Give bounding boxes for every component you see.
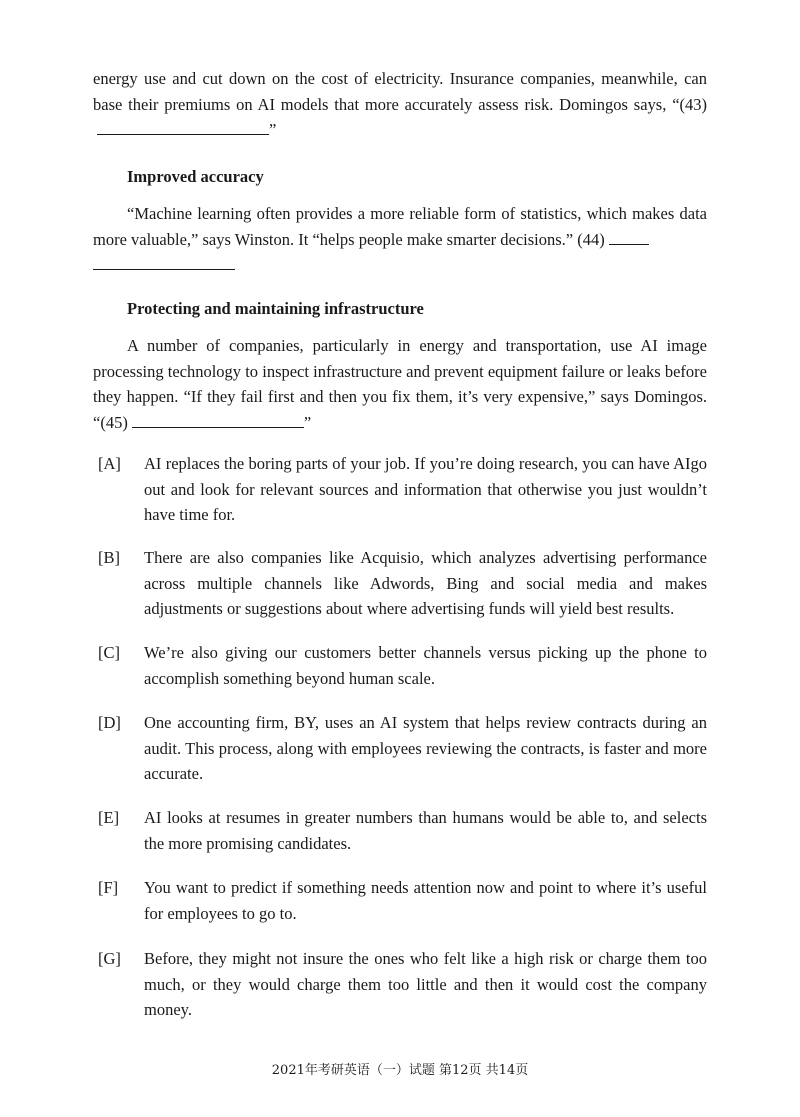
option-text: One accounting firm, BY, uses an AI system that helps review contracts during an audit. This process, along with employees reviewing the contracts, is faster and more accurate. [144, 713, 707, 783]
paragraph-infrastructure-text: A number of companies, particularly in energy and transportation, use AI image processing technology to inspect infrastructure and prevent equipment failure or leaks before they happen. “If they fail first and then you fix them, it’s very expensive,” says Domingos. [93, 336, 707, 406]
option-f [98, 875, 707, 926]
question-43-close: ” [269, 120, 277, 139]
option-text: There are also companies like Acquisio, which analyzes advertising performance across multiple channels like Adwords, Bing and social media and makes adjustments or suggestions about where advertising funds will yield best results. [144, 548, 707, 618]
option-text: AI replaces the boring parts of your job. If you’re doing research, you can have AIgo out and look for relevant sources and information that otherwise you just wouldn’t have time for. [144, 454, 707, 524]
option-label: [F] [98, 878, 119, 897]
option-a [98, 451, 707, 528]
option-e [98, 805, 707, 856]
answer-blank-43[interactable] [97, 118, 269, 135]
option-label: [A] [98, 454, 121, 473]
option-text: AI looks at resumes in greater numbers than humans would be able to, and selects the more promising candidates. [144, 808, 707, 853]
section-heading-infrastructure: Protecting and maintaining infrastructure [127, 299, 424, 318]
option-label: [C] [98, 643, 120, 662]
question-45-open: “(45) [93, 412, 128, 432]
option-g [98, 946, 707, 1023]
answer-blank-44-part1[interactable] [609, 228, 649, 245]
paragraph-energy-insurance-text: energy use and cut down on the cost of electricity. Insurance companies, meanwhile, can base their premiums on AI models that more accurately assess risk. Domingos says, [93, 69, 707, 114]
option-b [98, 545, 707, 622]
page-footer: 2021年考研英语（一）试题 第12页 共14页 [271, 1063, 529, 1078]
paragraph-energy-insurance [93, 66, 707, 143]
option-label: [G] [98, 949, 121, 968]
option-label: [B] [98, 548, 120, 567]
option-label: [E] [98, 808, 120, 827]
option-label: [D] [98, 713, 121, 732]
option-c [98, 640, 707, 691]
question-43-open: “(43) [672, 94, 708, 114]
option-text: Before, they might not insure the ones who felt like a high risk or charge them too much, or they would charge them too little and then it would cost the company money. [144, 949, 707, 1019]
paragraph-machine-learning [93, 201, 707, 278]
answer-blank-44-part2[interactable] [93, 253, 235, 270]
option-text: We’re also giving our customers better channels versus picking up the phone to accomplish something beyond human scale. [144, 643, 707, 688]
option-d [98, 710, 707, 787]
section-heading-improved-accuracy: Improved accuracy [127, 167, 264, 186]
paragraph-infrastructure [93, 333, 707, 435]
answer-blank-45[interactable] [132, 411, 304, 428]
question-45-close: ” [303, 412, 312, 432]
paragraph-machine-learning-text: “Machine learning often provides a more reliable form of statistics, which makes data more valuable,” says Winston. It “helps people make smarter decisions.” (44) [93, 204, 707, 249]
option-text: You want to predict if something needs attention now and point to where it’s useful for employees to go to. [144, 878, 707, 923]
